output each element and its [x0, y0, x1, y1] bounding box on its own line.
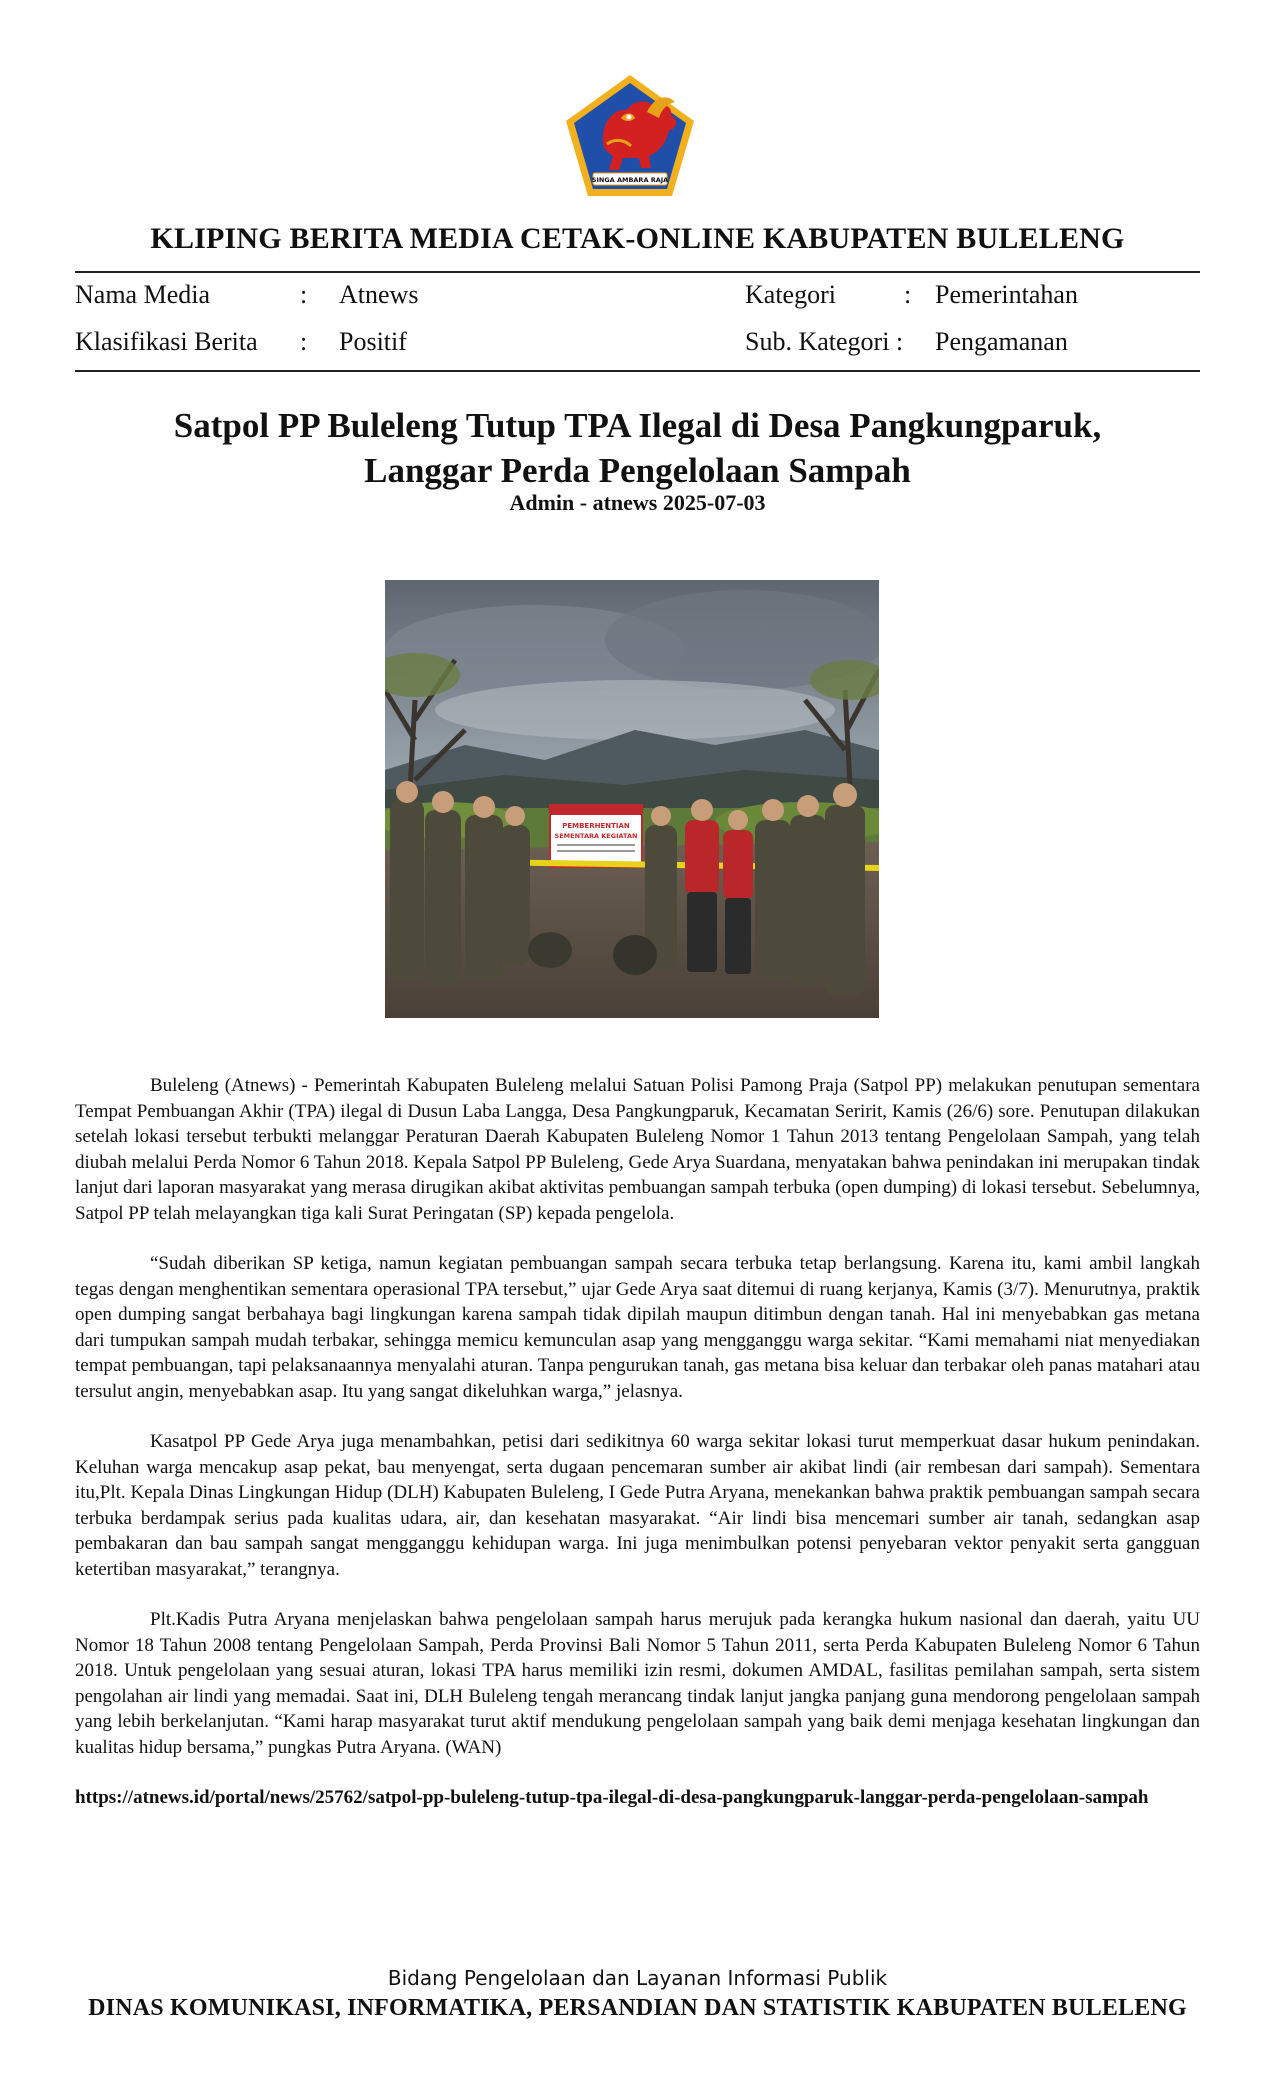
article-paragraph-4: Plt.Kadis Putra Aryana menjelaskan bahwa pengelolaan sampah harus merujuk pada kerangka hukum nasional dan daerah, yaitu UU Nomor 18 Tahun 2008 tentang Pengelolaan Sampah, Perda Provinsi Bali Nomor 5 Tahun 2011, serta Perda Kabupaten Buleleng Nomor 6 Tahun 2018. Untuk pengelolaan yang sesuai aturan, lokasi TPA harus memiliki izin resmi, dokumen AMDAL, fasilitas pemilahan sampah, serta sistem pengolahan air lindi yang memadai. Saat ini, DLH Buleleng tengah merancang tindak lanjut jangka panjang guna mendorong pengelolaan sampah yang lebih berkelanjutan. “Kami harap masyarakat turut aktif mendukung pengelolaan sampah yang baik demi menjaga kesehatan lingkungan dan kualitas hidup bersama,” pungkas Putra Aryana. (WAN) — [75, 1609, 1200, 1758]
header-bottom-rule — [75, 370, 1200, 372]
article-body — [75, 1073, 1200, 1836]
sub-kategori-value: Pengamanan — [935, 327, 1068, 356]
sub-kategori-label: Sub. Kategori : — [745, 327, 904, 356]
emblem-motto: SINGA AMBARA RAJA — [591, 176, 669, 184]
article-photo — [385, 580, 879, 1018]
article-paragraph-3: Kasatpol PP Gede Arya juga menambahkan, petisi dari sedikitnya 60 warga sekitar lokasi turut memperkuat dasar hukum penindakan. Keluhan warga mencakup asap pekat, bau menyengat, serta dugaan pencemaran sumber air akibat lindi (air rembesan dari sampah). Sementara itu,Plt. Kepala Dinas Lingkungan Hidup (DLH) Kabupaten Buleleng, I Gede Putra Aryana, menekankan bahwa praktik pembuangan sampah secara terbuka berdampak serius pada kualitas udara, air, dan kesehatan masyarakat. “Air lindi bisa mencemari sumber air tanah, sedangkan asap pembakaran dan bau sampah sangat mengganggu kehidupan warga. Ini juga menimbulkan potensi penyebaran vektor penyakit serta gangguan ketertiban masyarakat,” terangnya. — [75, 1431, 1200, 1580]
photo-sign-line-2: SEMENTARA KEGIATAN — [554, 832, 638, 840]
kliping-title: KLIPING BERITA MEDIA CETAK-ONLINE KABUPATEN BULELENG — [150, 222, 1125, 255]
article-paragraph-1: Buleleng (Atnews) - Pemerintah Kabupaten Buleleng melalui Satuan Polisi Pamong Praja (Satpol PP) melakukan penutupan sementara Tempat Pembuangan Akhir (TPA) ilegal di Dusun Laba Langga, Desa Pangkungparuk, Kecamatan Seririt, Kamis (26/6) sore. Penutupan dilakukan setelah lokasi tersebut terbukti melanggar Peraturan Daerah Kabupaten Buleleng Nomor 1 Tahun 2013 tentang Pengelolaan Sampah, yang telah diubah melalui Perda Nomor 6 Tahun 2018. Kepala Satpol PP Buleleng, Gede Arya Suardana, menyatakan bahwa penindakan ini merupakan tindak lanjut dari laporan masyarakat yang merasa dirugikan akibat aktivitas pembuangan sampah terbuka (open dumping) di lokasi tersebut. Sebelumnya, Satpol PP telah melayangkan tiga kali Surat Peringatan (SP) kepada pengelola. — [75, 1075, 1200, 1224]
klasifikasi-separator: : — [300, 327, 308, 356]
article-title — [75, 403, 1200, 493]
nama-media-separator: : — [300, 280, 308, 309]
article-title-line-1: Satpol PP Buleleng Tutup TPA Ilegal di Desa Pangkungparuk, — [173, 406, 1102, 445]
article-title-line-2: Langgar Perda Pengelolaan Sampah — [364, 451, 911, 490]
source-url-link[interactable]: https://atnews.id/portal/news/25762/satpol-pp-buleleng-tutup-tpa-ilegal-di-desa-pangkungparuk-langgar-perda-pengelolaan-sampah — [75, 1787, 1149, 1808]
klasifikasi-label: Klasifikasi Berita — [75, 327, 258, 356]
buleleng-emblem-logo — [563, 72, 697, 200]
kategori-label: Kategori — [745, 280, 836, 309]
article-byline: Admin - atnews 2025-07-03 — [509, 490, 766, 515]
photo-sign-line-1: PEMBERHENTIAN — [562, 822, 630, 830]
kategori-separator: : — [904, 280, 912, 309]
footer-agency: DINAS KOMUNIKASI, INFORMATIKA, PERSANDIAN DAN STATISTIK KABUPATEN BULELENG — [88, 1995, 1187, 2021]
footer-department: Bidang Pengelolaan dan Layanan Informasi Publik — [387, 1966, 888, 1990]
nama-media-value: Atnews — [339, 280, 419, 309]
header-top-rule — [75, 271, 1200, 273]
article-paragraph-2: “Sudah diberikan SP ketiga, namun kegiatan pembuangan sampah secara terbuka tetap berlangsung. Karena itu, kami ambil langkah tegas dengan menghentikan sementara operasional TPA tersebut,” ujar Gede Arya saat ditemui di ruang kerjanya, Kamis (3/7). Menurutnya, praktik open dumping sangat berbahaya bagi lingkungan karena sampah tidak dipilah maupun ditimbun dengan tanah. Hal ini menyebabkan gas metana dari tumpukan sampah mudah terbakar, sehingga memicu kemunculan asap yang mengganggu warga sekitar. “Kami memahami niat menyediakan tempat pembuangan, tapi pelaksanaannya menyalahi aturan. Tanpa pengurukan tanah, gas metana bisa keluar dan terbakar oleh panas matahari atau tersulut angin, menyebabkan asap. Itu yang sangat dikeluhkan warga,” jelasnya. — [75, 1253, 1200, 1402]
emblem-icon — [563, 72, 697, 200]
nama-media-label: Nama Media — [75, 280, 211, 309]
klasifikasi-value: Positif — [339, 327, 407, 356]
kategori-value: Pemerintahan — [935, 280, 1078, 309]
